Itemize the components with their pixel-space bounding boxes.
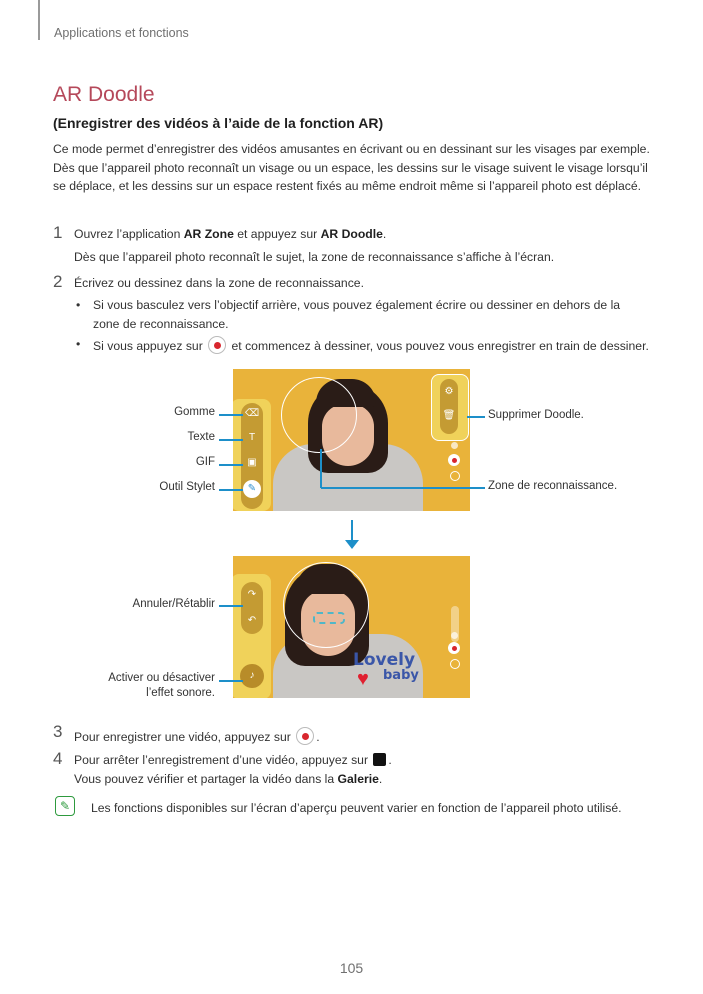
gif-icon[interactable]: ▣ xyxy=(247,457,257,468)
trash-icon[interactable]: 🗑 xyxy=(442,410,456,421)
section-header: Applications et fonctions xyxy=(54,26,189,40)
bullet-2: Si vous appuyez sur et commencez à dessiner, vous pouvez vous enregistrer en train de dessiner. xyxy=(93,336,649,354)
callout-undo-redo: Annuler/Rétablir xyxy=(132,598,215,610)
callout-pen: Outil Stylet xyxy=(159,481,215,493)
callout-gif: GIF xyxy=(195,456,215,468)
step-2-text: Écrivez ou dessinez dans la zone de reconnaissance. xyxy=(74,276,364,290)
callout-line xyxy=(219,605,243,607)
callout-line xyxy=(467,416,485,418)
callout-delete: Supprimer Doodle. xyxy=(488,409,584,421)
callout-line xyxy=(321,487,485,489)
step-number: 3 xyxy=(53,722,63,741)
sound-icon: ♪ xyxy=(249,670,255,681)
camera-preview-1 xyxy=(233,369,470,511)
doodle-text-baby: baby xyxy=(383,668,419,683)
bullet-1-line1: Si vous basculez vers l’objectif arrière, vous pouvez également écrire ou dessiner en dehors de la xyxy=(93,298,621,312)
page-title: AR Doodle xyxy=(53,83,155,106)
bullet-1-line2: zone de reconnaissance. xyxy=(93,317,229,331)
heart-icon: ♥ xyxy=(357,668,369,690)
note-text: Les fonctions disponibles sur l’écran d’aperçu peuvent varier en fonction de l’appareil photo utilisé. xyxy=(91,801,622,815)
record-dot xyxy=(452,458,457,463)
settings-icon[interactable]: ⚙ xyxy=(444,386,454,397)
doodle-text-lovely: Lovely xyxy=(353,650,416,670)
callout-sound-2: l’effet sonore. xyxy=(146,687,215,699)
header-rule xyxy=(38,0,40,40)
step-4-subtext: Vous pouvez vérifier et partager la vidéo dans la Galerie. xyxy=(74,772,383,786)
callout-line xyxy=(320,449,322,488)
step-number: 2 xyxy=(53,272,63,291)
callout-eraser: Gomme xyxy=(174,406,215,418)
eraser-icon[interactable]: ⌫ xyxy=(245,408,260,419)
callout-line xyxy=(219,439,243,441)
callout-line xyxy=(219,464,243,466)
text-icon[interactable]: T xyxy=(248,432,256,443)
record-icon xyxy=(296,727,314,745)
camera-preview-2 xyxy=(233,556,470,698)
step-4-text: Pour arrêter l’enregistrement d’une vidéo, appuyez sur . xyxy=(74,753,392,767)
intro-paragraph: Ce mode permet d’enregistrer des vidéos amusantes en écrivant ou en dessinant sur les visages par exemple. Dès que l’appareil photo reconnaît un visage ou un espace, les dessins sur le visage suivent le visage lorsqu’il se déplace, et les dessins sur un espace restent fixés au même endroit même si l’appareil photo est déplacé. xyxy=(53,142,650,193)
callout-zone: Zone de reconnaissance. xyxy=(488,480,618,492)
arrow-shaft xyxy=(351,520,353,542)
mode-dot[interactable] xyxy=(451,442,458,449)
pen-icon: ✎ xyxy=(247,483,257,494)
page-number: 105 xyxy=(339,960,364,976)
mode-dot[interactable] xyxy=(451,632,458,639)
switch-camera-button[interactable] xyxy=(450,471,460,481)
bullet-dot: • xyxy=(76,337,81,351)
undo-icon[interactable]: ↶ xyxy=(247,615,257,626)
switch-camera-button[interactable] xyxy=(450,659,460,669)
record-dot xyxy=(452,646,457,651)
record-icon xyxy=(208,336,226,354)
callout-line xyxy=(219,680,243,682)
step-1-text: Ouvrez l’application AR Zone et appuyez sur AR Doodle. xyxy=(74,227,387,241)
step-number: 1 xyxy=(53,223,63,242)
step-1-subtext: Dès que l’appareil photo reconnaît le sujet, la zone de reconnaissance s’affiche à l’écran. xyxy=(74,250,555,264)
callout-line xyxy=(219,414,243,416)
doodle-glasses xyxy=(313,612,345,624)
redo-icon[interactable]: ↷ xyxy=(247,589,257,600)
callout-sound-1: Activer ou désactiver xyxy=(108,672,215,684)
step-3-text: Pour enregistrer une vidéo, appuyez sur . xyxy=(74,727,320,745)
page-subtitle: (Enregistrer des vidéos à l’aide de la fonction AR) xyxy=(53,115,384,131)
bullet-dot: • xyxy=(76,298,81,312)
recognition-zone xyxy=(281,377,357,453)
callout-text: Texte xyxy=(187,431,215,443)
note-icon: ✎ xyxy=(55,796,75,816)
arrow-down-icon xyxy=(345,540,359,549)
recognition-zone xyxy=(283,562,369,648)
callout-line xyxy=(219,489,243,491)
step-number: 4 xyxy=(53,749,63,768)
stop-icon xyxy=(373,753,386,766)
